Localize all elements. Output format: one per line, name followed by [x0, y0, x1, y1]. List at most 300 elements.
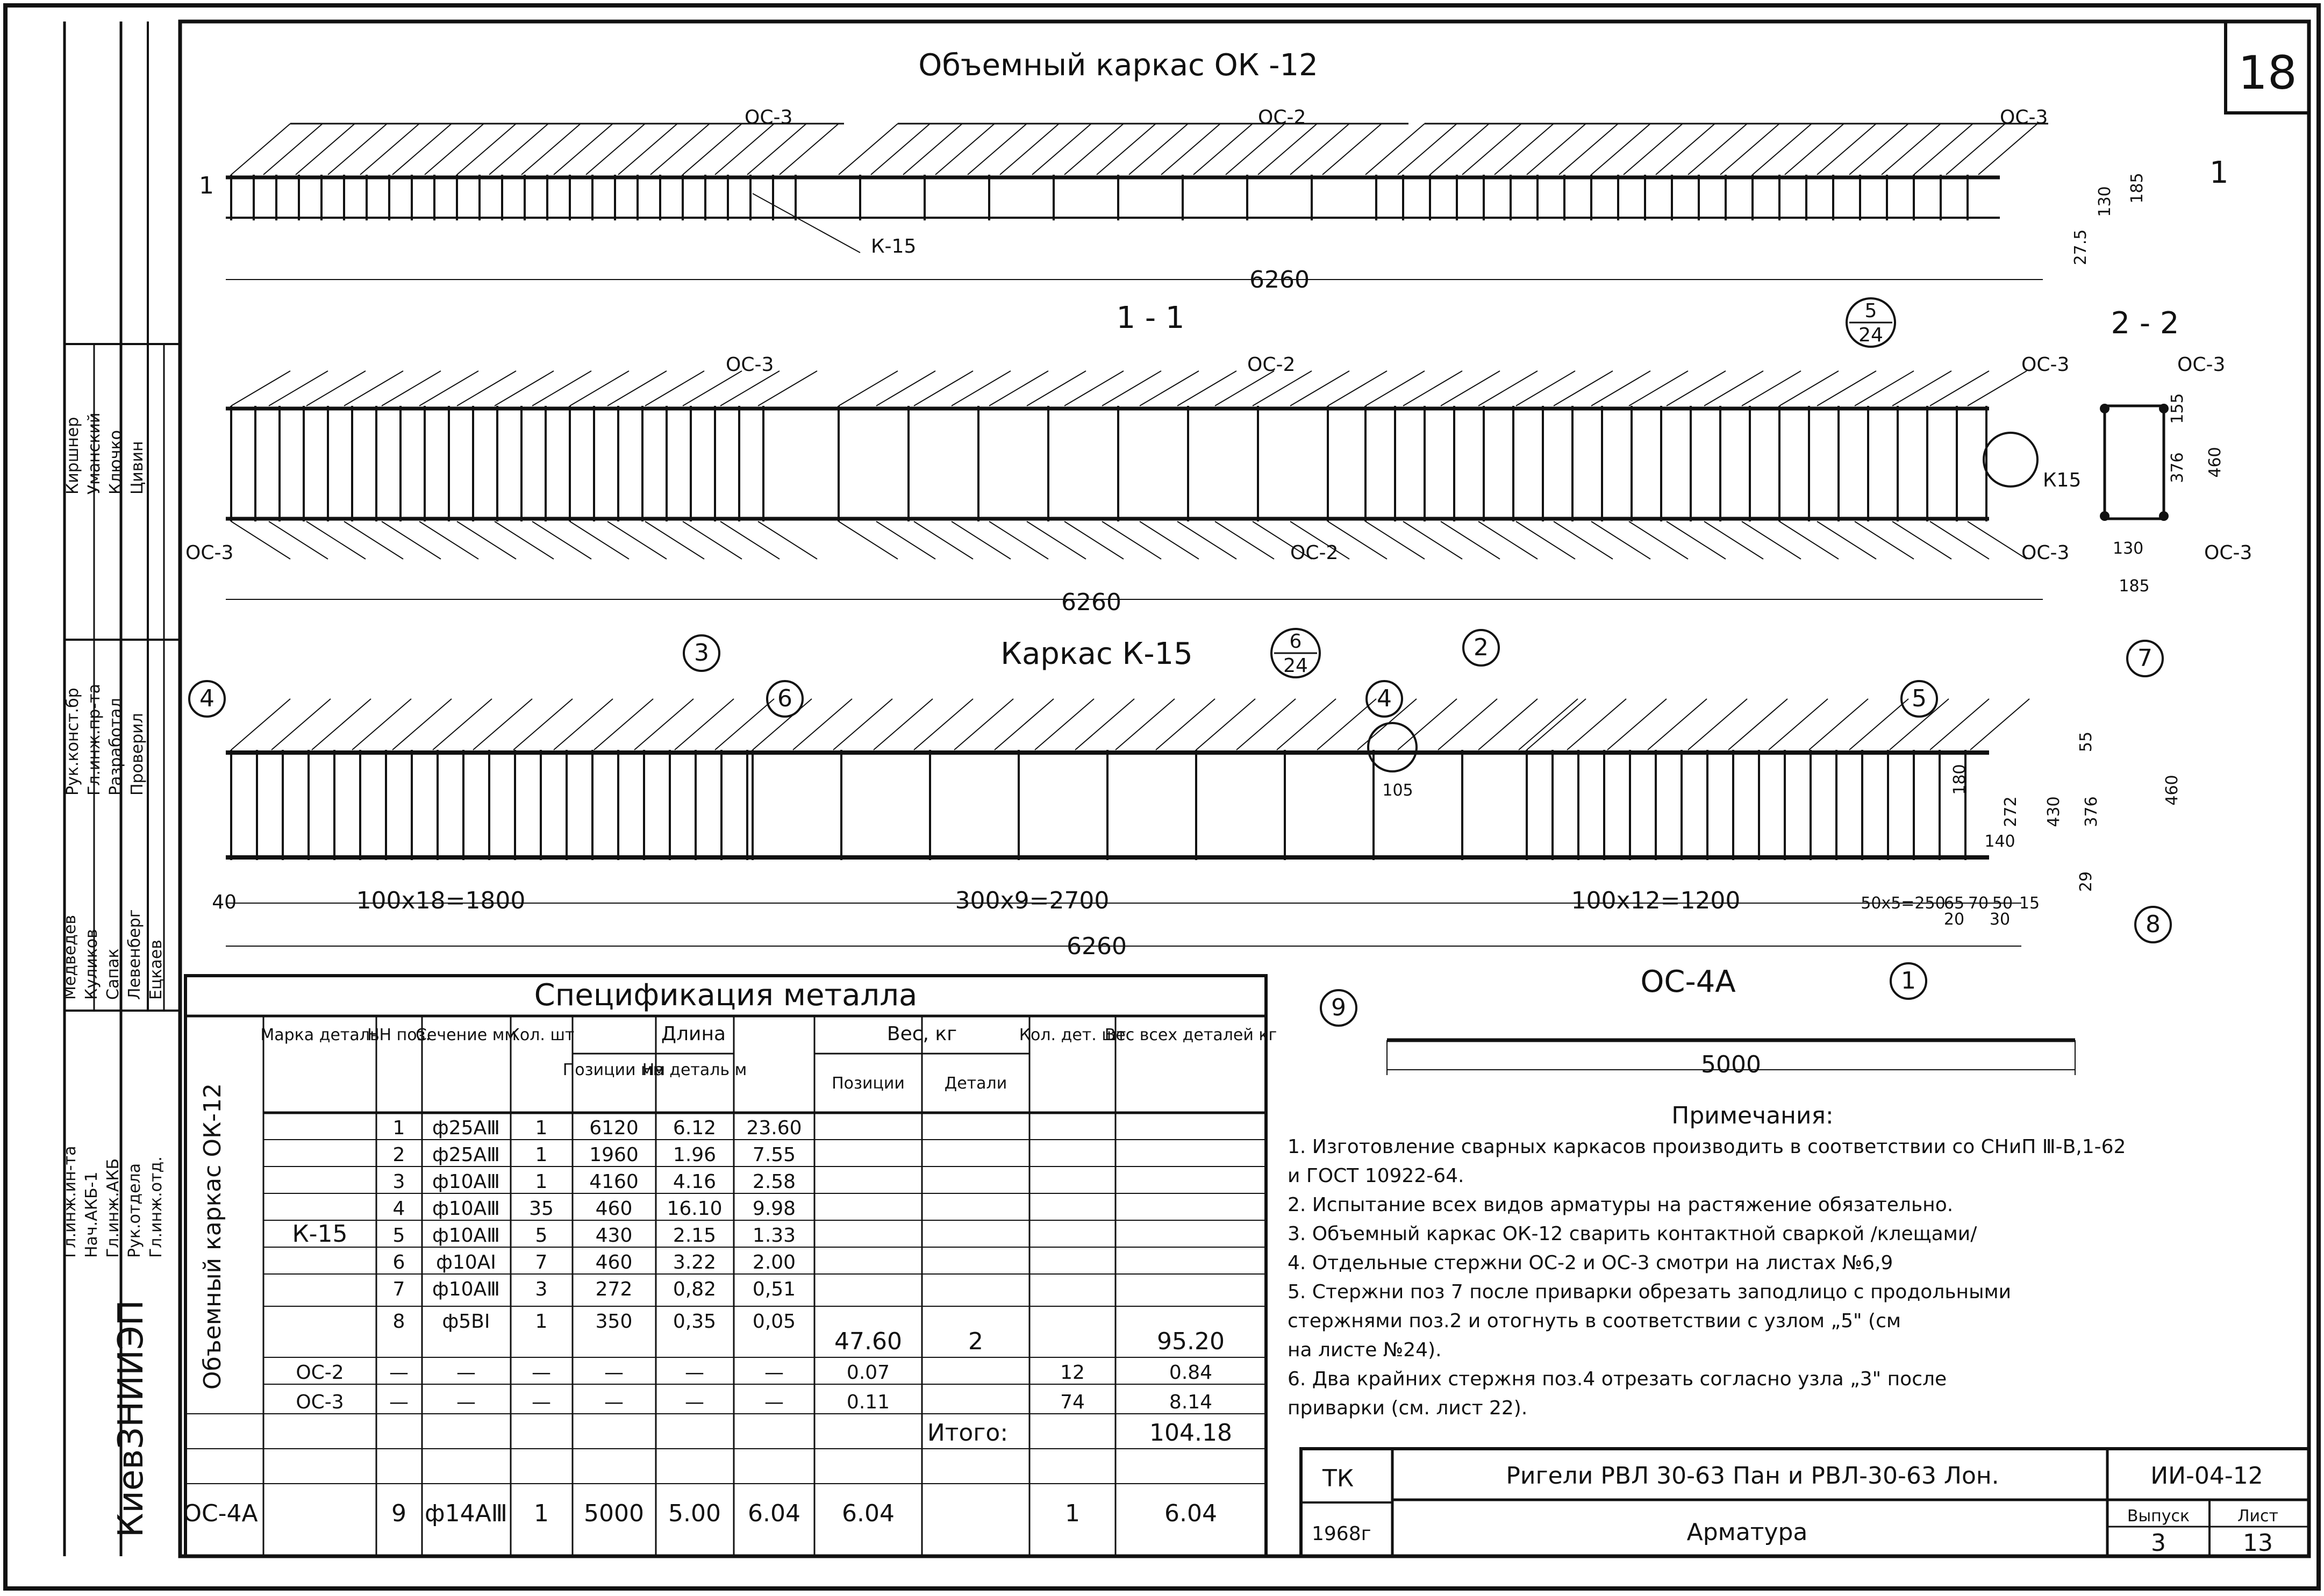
cell-sec: ф25АⅢ — [432, 1117, 500, 1139]
hatch-line — [1656, 124, 1715, 175]
tb-tk: ТК — [1322, 1465, 1354, 1492]
cell-dash: — — [604, 1362, 624, 1384]
hatch-line — [1785, 124, 1844, 175]
oc3-weight: 0.11 — [846, 1391, 890, 1413]
dim-spacing-c: 100х12=1200 — [1571, 887, 1741, 914]
dim-6260: 6260 — [1061, 589, 1121, 616]
hatch-line — [392, 699, 452, 750]
header-length: Длина — [661, 1023, 726, 1045]
hatch-line — [521, 124, 581, 175]
hatch-line — [1629, 371, 1688, 406]
cell-sec: ф10АⅠ — [436, 1251, 496, 1273]
cell-dash: — — [456, 1391, 476, 1413]
hatch-line — [457, 521, 516, 559]
stamp-name: Левенберг — [125, 909, 144, 1000]
stamp-role: Рук.отдела — [125, 1163, 144, 1258]
tb-code: ИИ-04-12 — [2150, 1462, 2263, 1490]
hatch-line — [1559, 124, 1618, 175]
hatch-line — [1365, 371, 1425, 406]
hatch-line — [675, 699, 734, 750]
hatch-line — [231, 371, 290, 406]
hatch-line — [1462, 124, 1521, 175]
hatch-line — [1478, 521, 1538, 559]
hatch-line — [715, 699, 774, 750]
k15-total: 95.20 — [1157, 1328, 1225, 1355]
callout-number: 2 — [1474, 634, 1489, 661]
stamp-role: Проверил — [128, 713, 147, 796]
dim-50: 50 — [1992, 894, 2013, 913]
note-line: 4. Отдельные стержни ОС-2 и ОС-3 смотри на листах №6,9 — [1288, 1252, 1893, 1274]
cell-ld: 2.15 — [673, 1225, 717, 1247]
hatch-line — [1779, 371, 1839, 406]
oc4a-lp: 5000 — [584, 1500, 644, 1527]
detail-circle — [1368, 723, 1417, 771]
hatch-line — [231, 521, 290, 559]
cell-ld: 0,35 — [673, 1311, 717, 1333]
hatch-line — [1978, 124, 2037, 175]
cell-lp: 4160 — [589, 1171, 639, 1193]
stamp-name: Медведев — [61, 914, 80, 1000]
dim-spacing-b: 300х9=2700 — [955, 887, 1110, 914]
tb-year: 1968г — [1312, 1523, 1371, 1545]
note-line: 5. Стержни поз 7 после приварки обрезать заподлицо с продольными — [1288, 1281, 2012, 1303]
hatch-line — [1430, 124, 1489, 175]
note-line: приварки (см. лист 22). — [1288, 1397, 1528, 1419]
note-line: и ГОСТ 10922-64. — [1288, 1165, 1464, 1187]
hatch-line — [1161, 124, 1220, 175]
spec-table — [183, 976, 1277, 1556]
hatch-line — [989, 521, 1048, 559]
header-mark: Марка деталь — [260, 1026, 380, 1044]
hatch-line — [1027, 371, 1086, 406]
itogo-label: Итого: — [927, 1419, 1009, 1447]
hatch-line — [1591, 124, 1650, 175]
hatch-line — [871, 124, 930, 175]
hatch-line — [1855, 371, 1914, 406]
cell-sec: ф10АⅢ — [432, 1278, 500, 1300]
cell-qty: 35 — [529, 1198, 554, 1220]
stamp-name: Куликов — [82, 929, 101, 1000]
itogo-value: 104.18 — [1149, 1419, 1232, 1447]
hatch-line — [554, 124, 613, 175]
label-oc3: ОС-3 — [2021, 542, 2070, 564]
hatch-line — [650, 124, 710, 175]
hatch-line — [231, 699, 290, 750]
hatch-line — [513, 699, 573, 750]
hatch-line — [1258, 124, 1317, 175]
hatch-line — [1064, 521, 1124, 559]
cell-qty: 1 — [535, 1311, 548, 1333]
hatch-line — [1946, 124, 2005, 175]
tb-subtitle: Арматура — [1686, 1519, 1808, 1546]
cell-pos: 4 — [392, 1198, 405, 1220]
callout-number: 3 — [694, 639, 709, 667]
side-stamp — [61, 22, 180, 1556]
hatch-line — [473, 699, 532, 750]
hatch-line — [683, 521, 742, 559]
hatch-line — [952, 371, 1011, 406]
hatch-line — [1688, 699, 1747, 750]
hatch-line — [914, 699, 973, 750]
hatch-line — [1567, 699, 1626, 750]
hatch-line — [1156, 699, 1215, 750]
oc4a-sec: ф14АⅢ — [424, 1500, 508, 1527]
hatch-line — [914, 521, 973, 559]
hatch-line — [1215, 371, 1274, 406]
hatch-line — [1035, 699, 1094, 750]
group-label: Объемный каркас ОК-12 — [199, 1083, 226, 1390]
cell-lp: 1960 — [589, 1144, 639, 1166]
cell-wp: 0,05 — [752, 1311, 796, 1333]
stamp-name: Уманский — [85, 412, 104, 495]
label-k15: К-15 — [871, 235, 917, 257]
cell-sec: ф5ВⅠ — [442, 1311, 490, 1333]
cell-wp: 0,51 — [752, 1278, 796, 1300]
dim-6260: 6260 — [1249, 266, 1310, 294]
cross-section-outline — [2105, 406, 2164, 519]
callout-number: 4 — [1377, 685, 1392, 712]
dim-376: 376 — [2168, 452, 2187, 483]
cell-dash: — — [456, 1362, 476, 1384]
stamp-org: КиевЗНИИЭП — [111, 1300, 151, 1537]
label-oc3: ОС-3 — [2021, 354, 2070, 376]
cell-wp: 1.33 — [752, 1225, 796, 1247]
hatch-line — [296, 124, 355, 175]
dim-70: 70 — [1968, 894, 1989, 913]
hatch-line — [532, 521, 591, 559]
hatch-line — [1930, 521, 1989, 559]
hatch-line — [306, 521, 366, 559]
hatch-line — [876, 371, 935, 406]
cell-qty: 1 — [535, 1117, 548, 1139]
oc4a-qty: 1 — [534, 1500, 549, 1527]
dim-430: 430 — [2044, 796, 2063, 827]
hatch-line — [1064, 371, 1124, 406]
oc4a-dq: 1 — [1065, 1500, 1080, 1527]
hatch-line — [1328, 371, 1387, 406]
dim-6260: 6260 — [1067, 933, 1127, 960]
cell-ld: 6.12 — [673, 1117, 717, 1139]
oc3-qty: 74 — [1060, 1391, 1085, 1413]
hatch-line — [1629, 521, 1688, 559]
spec-title: Спецификация металла — [534, 978, 918, 1013]
hatch-line — [1968, 521, 2027, 559]
hatch-line — [1607, 699, 1667, 750]
cell-dash: — — [764, 1391, 784, 1413]
hatch-line — [1000, 124, 1059, 175]
stamp-name: Киршнер — [63, 417, 82, 495]
stamp-role: Гл.инж.отд. — [147, 1156, 166, 1258]
tb-issue: 3 — [2151, 1529, 2166, 1557]
hatch-line — [1667, 521, 1726, 559]
hatch-line — [1478, 371, 1538, 406]
cell-lp: 430 — [595, 1225, 633, 1247]
tb-sheet: 13 — [2243, 1529, 2273, 1557]
hatch-line — [328, 124, 387, 175]
dim-272: 272 — [2001, 796, 2020, 827]
hatch-line — [1914, 124, 1973, 175]
hatch-line — [1478, 699, 1538, 750]
hatch-line — [532, 371, 591, 406]
hatch-line — [269, 521, 328, 559]
cell-ld: 1.96 — [673, 1144, 717, 1166]
hatch-line — [1441, 521, 1500, 559]
hatch-line — [1140, 521, 1199, 559]
hatch-line — [1097, 124, 1156, 175]
hatch-line — [1769, 699, 1828, 750]
hatch-line — [839, 371, 898, 406]
hatch-line — [1290, 371, 1349, 406]
sheet-number: 18 — [2238, 46, 2297, 100]
dim-65: 65 — [1943, 894, 1965, 913]
stamp-roles — [61, 412, 166, 1258]
section-2-2-title: 2 - 2 — [2111, 306, 2179, 341]
dim-5000: 5000 — [1701, 1051, 1761, 1078]
cell-wp: 7.55 — [752, 1144, 796, 1166]
hatch-line — [1177, 371, 1236, 406]
hatch-line — [495, 521, 554, 559]
label-oc3: ОС-3 — [2177, 354, 2226, 376]
hatch-line — [1742, 521, 1801, 559]
hatch-line — [570, 521, 629, 559]
callout-number: 4 — [199, 685, 214, 712]
cell-lp: 460 — [595, 1251, 633, 1273]
hatch-line — [1527, 124, 1586, 175]
cell-qty: 1 — [535, 1144, 548, 1166]
label-oc3: ОС-3 — [745, 106, 793, 128]
header-total: Вес всех деталей кг — [1104, 1026, 1277, 1044]
hatch-line — [1032, 124, 1091, 175]
hatch-line — [1704, 521, 1763, 559]
hatch-line — [1398, 124, 1457, 175]
bar-dot — [2159, 404, 2169, 413]
hatch-line — [1516, 371, 1575, 406]
cell-dash: — — [685, 1391, 704, 1413]
node-ref-bottom: 24 — [1283, 655, 1308, 677]
hatch-line — [1236, 699, 1296, 750]
hatch-line — [1177, 521, 1236, 559]
stamp-name: Сапак — [104, 948, 123, 1000]
hatch-line — [594, 699, 653, 750]
node-ref-bottom: 24 — [1858, 324, 1883, 346]
hatch-line — [645, 521, 704, 559]
hatch-line — [382, 371, 441, 406]
oc3-mark: ОС-3 — [296, 1391, 344, 1413]
stamp-role: Гл.инж.ин-та — [61, 1146, 80, 1258]
hatch-line — [780, 124, 839, 175]
hatch-line — [954, 699, 1013, 750]
hatch-line — [231, 124, 290, 175]
node-ref-top: 6 — [1289, 631, 1302, 653]
hatch-line — [1215, 521, 1274, 559]
dim-130: 130 — [2096, 186, 2114, 217]
dim-40: 40 — [212, 891, 237, 913]
dim-185: 185 — [2119, 577, 2150, 596]
hatch-line — [968, 124, 1027, 175]
dim-15: 15 — [2019, 894, 2040, 913]
cell-pos: 1 — [392, 1117, 405, 1139]
cell-dash: — — [685, 1362, 704, 1384]
hatch-line — [489, 124, 548, 175]
hatch-line — [874, 699, 933, 750]
oc4a-ld: 5.00 — [668, 1500, 721, 1527]
cell-pos: 2 — [392, 1144, 405, 1166]
hatch-line — [1968, 371, 2027, 406]
dim-275: 27.5 — [2071, 229, 2090, 266]
dim-460: 460 — [2206, 447, 2225, 478]
hatch-line — [1129, 124, 1188, 175]
bar-dot — [2100, 404, 2110, 413]
hatch-line — [1398, 699, 1457, 750]
hatch-line — [382, 521, 441, 559]
header-w_det: Детали — [944, 1074, 1007, 1093]
hatch-line — [1527, 699, 1586, 750]
cell-qty: 7 — [535, 1251, 548, 1273]
hatch-line — [1648, 699, 1707, 750]
tb-name: Ригели РВЛ 30-63 Пан и РВЛ-30-63 Лон. — [1506, 1462, 1999, 1490]
hatch-line — [1849, 124, 1908, 175]
cell-dash: — — [532, 1362, 551, 1384]
hatch-line — [1290, 124, 1349, 175]
oc3-total: 8.14 — [1169, 1391, 1213, 1413]
stamp-role: Гл.инж.пр-та — [85, 683, 104, 796]
dim-29: 29 — [2077, 871, 2096, 892]
dim-460: 460 — [2163, 775, 2182, 806]
drawings-layer — [185, 106, 2252, 1078]
label-oc2: ОС-2 — [1290, 542, 1339, 564]
hatch-line — [876, 521, 935, 559]
hatch-line — [914, 371, 973, 406]
hatch-line — [1970, 699, 2029, 750]
header-w_pos: Позиции — [832, 1074, 905, 1093]
hatch-line — [1892, 521, 1951, 559]
hatch-line — [952, 521, 1011, 559]
hatch-line — [1720, 124, 1779, 175]
hatch-line — [1728, 699, 1787, 750]
hatch-line — [1688, 124, 1747, 175]
cell-ld: 3.22 — [673, 1251, 717, 1273]
cell-pos: 8 — [392, 1311, 405, 1333]
hatch-line — [833, 699, 892, 750]
dim-20: 20 — [1943, 910, 1965, 929]
oc4a-mark: ОС-4А — [183, 1500, 258, 1527]
hatch-line — [1516, 521, 1575, 559]
stamp-name: Ецкаев — [147, 939, 166, 1000]
dim-spacing-a: 100х18=1800 — [356, 887, 526, 914]
hatch-line — [1115, 699, 1175, 750]
note-line: 1. Изготовление сварных каркасов производить в соответствии со СНиП Ⅲ-В,1-62 — [1288, 1136, 2126, 1158]
dim-180: 180 — [1950, 764, 1969, 795]
hatch-line — [1849, 699, 1908, 750]
hatch-line — [1704, 371, 1763, 406]
dim-140: 140 — [1984, 832, 2015, 851]
hatch-line — [1365, 521, 1425, 559]
hatch-line — [1892, 371, 1951, 406]
hatch-line — [1193, 124, 1253, 175]
oc2-mark: ОС-2 — [296, 1362, 344, 1384]
hatch-line — [607, 521, 667, 559]
hatch-line — [457, 124, 516, 175]
notes-block — [1288, 1102, 2126, 1419]
hatch-line — [683, 371, 742, 406]
hatch-line — [360, 124, 419, 175]
dim-155: 155 — [2168, 393, 2187, 424]
hatch-line — [1809, 699, 1868, 750]
cell-wp: 2.58 — [752, 1171, 796, 1193]
hatch-line — [1226, 124, 1285, 175]
hatch-line — [1519, 699, 1578, 750]
cell-lp: 460 — [595, 1198, 633, 1220]
bar-dot — [2100, 511, 2110, 521]
callout-number: 1 — [1901, 967, 1916, 994]
stamp-name: Ключко — [106, 430, 125, 495]
note-line: 2. Испытание всех видов арматуры на растяжение обязательно. — [1288, 1194, 1954, 1216]
hatch-line — [1403, 371, 1462, 406]
hatch-line — [747, 124, 806, 175]
hatch-line — [935, 124, 995, 175]
hatch-line — [903, 124, 962, 175]
hatch-line — [1930, 699, 1989, 750]
cell-dash: — — [389, 1362, 409, 1384]
label-oc3: ОС-3 — [726, 354, 774, 376]
oc4a-total: 6.04 — [1164, 1500, 1217, 1527]
label-oc2: ОС-2 — [1247, 354, 1296, 376]
dim-185: 185 — [2128, 173, 2147, 204]
dim-55: 55 — [2077, 731, 2096, 753]
hatch-line — [1591, 521, 1650, 559]
cell-ld: 4.16 — [673, 1171, 717, 1193]
cell-dash: — — [604, 1391, 624, 1413]
section-1-1-title: 1 - 1 — [1116, 300, 1185, 335]
hatch-line — [306, 371, 366, 406]
hatch-line — [1930, 371, 1989, 406]
label-oc2: ОС-2 — [1258, 106, 1306, 128]
cell-pos: 6 — [392, 1251, 405, 1273]
hatch-line — [1624, 124, 1683, 175]
hatch-line — [1403, 521, 1462, 559]
cell-lp: 350 — [595, 1311, 633, 1333]
hatch-line — [1667, 371, 1726, 406]
os4a-title: ОС-4А — [1640, 964, 1736, 999]
hatch-line — [683, 124, 742, 175]
hatch-line — [344, 521, 403, 559]
hatch-line — [312, 699, 371, 750]
hatch-line — [344, 371, 403, 406]
header-qty: Кол. шт — [508, 1026, 575, 1044]
hatch-line — [1855, 521, 1914, 559]
hatch-line — [758, 371, 817, 406]
bar-os4a — [1321, 990, 2075, 1078]
dim-spacing-d: 50х5=250 — [1861, 894, 1946, 913]
oc2-total: 0.84 — [1169, 1362, 1213, 1384]
header-pos: НН поз. — [367, 1026, 431, 1044]
hatch-line — [392, 124, 452, 175]
cell-wp: 2.00 — [752, 1251, 796, 1273]
leader — [753, 194, 860, 253]
label-oc3: ОС-3 — [2000, 106, 2048, 128]
hatch-line — [1817, 371, 1876, 406]
hatch-line — [1882, 124, 1941, 175]
dim-376: 376 — [2082, 796, 2101, 827]
hatch-line — [989, 371, 1048, 406]
label-oc3: ОС-3 — [185, 542, 234, 564]
callout-number: 5 — [1912, 685, 1927, 712]
oc4a-wp: 6.04 — [748, 1500, 800, 1527]
hatch-line — [839, 124, 898, 175]
cell-dash: — — [389, 1391, 409, 1413]
header-qty_det: Кол. дет. шт — [1019, 1026, 1126, 1044]
inner-frame — [180, 22, 2309, 1556]
